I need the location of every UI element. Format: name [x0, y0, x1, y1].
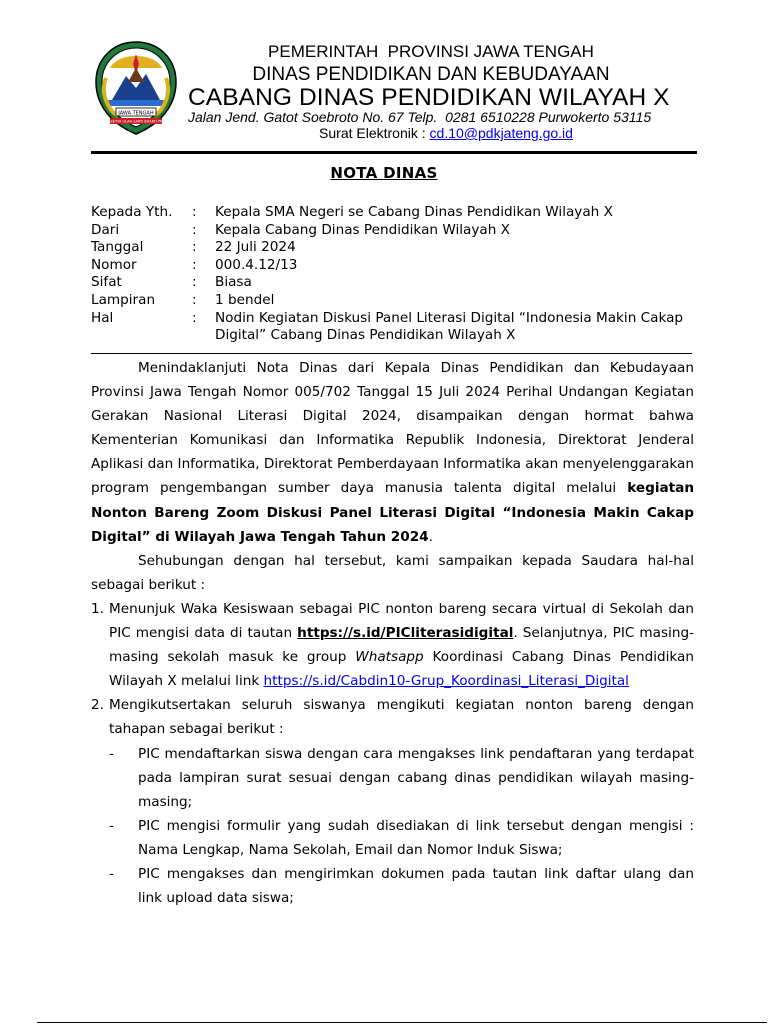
paragraph-text: Menindaklanjuti Nota Dinas dari Kepala Dinas Pendidikan dan Kebudayaan Provinsi Jawa Tengah Nomor 005/702 Tanggal 15 Juli 2024 Perihal Undangan Kegiatan Gerakan Nasional Literasi Digital 2024, disampaikan dengan hormat bahwa Kementerian Komunikasi dan Informatika Republik Indonesia, Direktorat Jenderal Aplikasi dan Informatika, Direktorat Pemberdayaan Informatika akan menyelenggarakan program pengembangan sumber daya manusia talenta digital melalui — [91, 360, 694, 497]
list-number: 2. — [91, 697, 104, 714]
item-text: Koordinasi Cabang Dinas Pendidikan Wilayah X melalui link — [109, 649, 694, 690]
dash-bullet: - — [109, 865, 114, 882]
field-label: Hal — [91, 309, 114, 326]
body-paragraph-1 — [91, 356, 694, 549]
item-text: . Selanjutnya, PIC masing-masing sekolah masuk ke group — [109, 625, 694, 666]
sub-item — [91, 862, 694, 910]
letterhead-government: PEMERINTAH PROVINSI JAWA TENGAH — [268, 42, 594, 61]
list-item-text: Mengikutsertakan seluruh siswanya mengikuti kegiatan nonton bareng dengan tahapan sebagai berikut : — [109, 697, 694, 738]
logo-banner-text: JAWA TENGAH — [118, 110, 154, 117]
field-value: 22 Juli 2024 — [215, 239, 296, 256]
field-row — [91, 204, 701, 222]
letterhead-divider — [91, 151, 697, 154]
field-label: Kepada Yth. — [91, 204, 173, 220]
dash-bullet: - — [109, 817, 114, 834]
field-label: Lampiran — [91, 291, 156, 308]
field-label: Dari — [91, 221, 120, 238]
logo-motto-text: PRASETYA ULAH SAKTI BHAKTI PRAJA — [103, 119, 169, 124]
letterhead-address: Jalan Jend. Gatot Soebroto No. 67 Telp. 0281 6510228 Purwokerto 53115 — [188, 109, 652, 125]
email-link[interactable]: cd.10@pdkjateng.go.id — [429, 125, 573, 141]
list-item-2 — [91, 693, 694, 741]
field-label: Tanggal — [91, 239, 144, 256]
item-text: Menunjuk Waka Kesiswaan sebagai PIC nonton bareng secara virtual di Sekolah dan PIC mengisi data di tautan — [109, 600, 694, 642]
field-row — [91, 292, 701, 310]
field-label: Sifat — [91, 274, 122, 291]
pic-registration-link[interactable]: https://s.id/PICliterasidigital — [297, 625, 514, 642]
item-italic-text: Whatsapp — [355, 649, 424, 666]
field-value: Nodin Kegiatan Diskusi Panel Literasi Digital “Indonesia Makin Cakap Digital” Cabang Dinas Pendidikan Wilayah X — [215, 309, 684, 344]
letterhead-email-line — [186, 125, 706, 141]
field-row — [91, 239, 701, 257]
field-colon: : — [192, 239, 197, 256]
field-colon: : — [192, 204, 197, 220]
field-colon: : — [192, 256, 197, 273]
list-item-1 — [91, 597, 694, 693]
field-value: Kepala SMA Negeri se Cabang Dinas Pendidikan Wilayah X — [215, 204, 613, 220]
field-value: Biasa — [215, 274, 252, 291]
memo-header-fields — [91, 204, 701, 346]
province-emblem-logo — [88, 38, 184, 138]
page-edge-line — [37, 1022, 767, 1023]
field-colon: : — [192, 221, 197, 238]
paragraph-end: . — [428, 528, 433, 545]
field-row — [91, 257, 701, 275]
sub-item-text: PIC mengisi formulir yang sudah disediakan di link tersebut dengan mengisi : Nama Lengkap, Nama Sekolah, Email dan Nomor Induk Siswa; — [138, 817, 694, 858]
letterhead-agency: DINAS PENDIDIKAN DAN KEBUDAYAAN — [252, 64, 610, 85]
sub-item-text: PIC mengakses dan mengirimkan dokumen pada tautan link daftar ulang dan link upload data siswa; — [138, 865, 694, 907]
sub-item — [91, 814, 694, 862]
field-value: 000.4.12/13 — [215, 256, 298, 273]
field-colon: : — [192, 309, 197, 326]
field-colon: : — [192, 274, 197, 291]
header-divider — [91, 353, 692, 354]
dash-bullet: - — [109, 745, 114, 762]
field-label: Nomor — [91, 256, 137, 273]
field-value: 1 bendel — [215, 291, 275, 308]
sub-item-text: PIC mendaftarkan siswa dengan cara mengakses link pendaftaran yang terdapat pada lampiran surat sesuai dengan cabang dinas pendidikan wilayah masing-masing; — [138, 745, 694, 810]
document-title: NOTA DINAS — [330, 164, 438, 182]
paragraph-bold-text: kegiatan Nonton Bareng Zoom Diskusi Panel Literasi Digital “Indonesia Makin Cakap Digital” di Wilayah Jawa Tengah Tahun 2024 — [91, 480, 694, 545]
memo-body — [91, 356, 694, 910]
whatsapp-group-link[interactable]: https://s.id/Cabdin10-Grup_Koordinasi_Literasi_Digital — [263, 673, 629, 690]
list-number: 1. — [91, 600, 104, 617]
body-paragraph-2: Sehubungan dengan hal tersebut, kami sampaikan kepada Saudara hal-hal sebagai berikut : — [91, 552, 694, 593]
sub-item — [91, 742, 694, 814]
field-value: Kepala Cabang Dinas Pendidikan Wilayah X — [215, 221, 510, 238]
email-label: Surat Elektronik : — [319, 125, 426, 141]
field-colon: : — [192, 291, 197, 308]
list-item-text — [109, 597, 694, 693]
letterhead-branch: CABANG DINAS PENDIDIKAN WILAYAH X — [188, 84, 670, 111]
field-row — [91, 222, 701, 240]
field-row — [91, 274, 701, 292]
field-row — [91, 310, 701, 346]
